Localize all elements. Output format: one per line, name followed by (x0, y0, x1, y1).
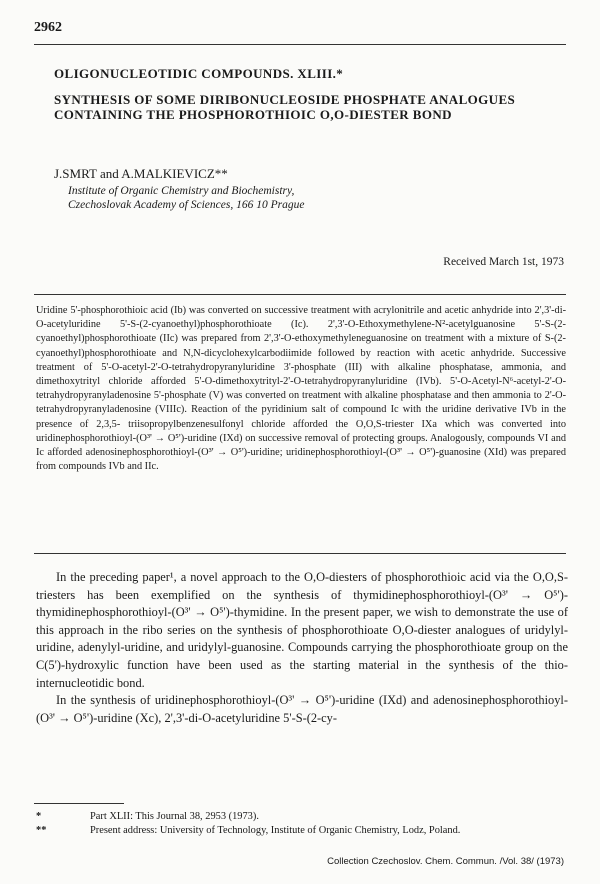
footnote-divider (34, 803, 124, 804)
abstract-text: Uridine 5'-phosphorothioic acid (Ib) was converted on successive treatment with acrylonitrile and acetic anhydride into 2',3'-di-O-acetyluridine 5'-S-(2-cyanoethyl)phosphorothioate (Ic). 2',3'-O-Ethoxymethylene-N²-acetylguanosine 5'-S-(2-cyanoethyl)phosphorothioate (IIc) was prepared from 2',3'-O-ethoxymethyleneguanosine on treatment with a mixture of S-(2-cyanoethyl)phosphorothioate and N,N-dicyclohexylcarbodiimide followed by reaction with acetic anhydride. Successive treatment of 5'-O-acetyl-2'-O-tetrahydropyranyluridine 3'-phosphate (III) with alkaline phosphatase, ammonia, and dimethoxytrityl chloride afforded 5'-O-dimethoxytrityl-2'-O-tetrahydropyranyluridine (IVb). 5'-O-Acetyl-N⁶-acetyl-2'-O-tetrahydropyranyladenosine 5'-phosphate (V) was converted on treatment with alkaline phosphatase and then ammonia to 2'-O-tetrahydropyranyladenosine (VIIIc). Reaction of the pyridinium salt of compound Ic with the uridine derivative IVb in the presence of 2,3,5- triisopropylbenzenesulfonyl chloride afforded the O,O,S-triester IXa which was converted into uridinephosphorothioyl-(O³' → O⁵')-uridine (IXd) on successive removal of protecting groups. Analogously, compounds VI and Ic afforded adenosinephosphorothioyl-(O³' → O⁵')-uridine; uridinephosphorothioyl-(O³' → O⁵')-guanosine (XId) was prepared from compounds IVb and IIc. (36, 305, 566, 473)
affiliation-line-1: Institute of Organic Chemistry and Biochemistry, (68, 185, 295, 197)
authors: J.SMRT and A.MALKIEVICZ** (54, 166, 228, 181)
abstract-bottom-rule (34, 553, 566, 554)
received-date: Received March 1st, 1973 (443, 256, 564, 268)
journal-reference: Collection Czechoslov. Chem. Commun. /Vol. 38/ (1973) (327, 856, 564, 867)
page-number: 2962 (34, 20, 62, 35)
footnote-mark: ** (36, 825, 47, 836)
footnote-text: Present address: University of Technology, Institute of Organic Chemistry, Lodz, Poland. (90, 825, 461, 836)
affiliation-line-2: Czechoslovak Academy of Sciences, 166 10 Prague (68, 199, 305, 211)
abstract-top-rule (34, 294, 566, 295)
body-text (36, 569, 568, 727)
footnotes (36, 810, 566, 838)
header-divider (34, 44, 566, 45)
footnote-mark: * (36, 811, 42, 822)
footnote-1 (36, 810, 566, 824)
series-title: OLIGONUCLEOTIDIC COMPOUNDS. XLIII.* (54, 66, 344, 81)
abstract (36, 304, 566, 474)
footnote-2 (36, 824, 566, 838)
affiliation (68, 184, 304, 212)
body-paragraph-1: In the preceding paper¹, a novel approach to the O,O-diesters of phosphorothioic acid via the O,O,S-triesters has been exemplified on the synthesis of thymidinephosphorothioyl-(O³' → O⁵')-thymidinephosphorothioyl-(O³' → O⁵')-thymidine. In the present paper, we wish to demonstrate the use of this approach in the ribo series on the synthesis of phosphorothioate O,O-diester analogues of uridylyl-uridine, adenylyl-uridine, and uridylyl-guanosine. Compounds carrying the phosphorothioate group on the C(5')-hydroxylic function have been used as the starting material in the synthesis of the thio-internucleotidic bond. (36, 570, 568, 690)
body-paragraph-2: In the synthesis of uridinephosphorothioyl-(O³' → O⁵')-uridine (IXd) and adenosinephosphorothioyl-(O³' → O⁵')-uridine (Xc), 2',3'-di-O-acetyluridine 5'-S-(2-cy- (36, 693, 568, 725)
article-title: SYNTHESIS OF SOME DIRIBONUCLEOSIDE PHOSPHATE ANALOGUES CONTAINING THE PHOSPHOROTHIOIC O,O-DIESTER BOND (54, 92, 516, 122)
footnote-text: Part XLII: This Journal 38, 2953 (1973). (90, 811, 259, 822)
